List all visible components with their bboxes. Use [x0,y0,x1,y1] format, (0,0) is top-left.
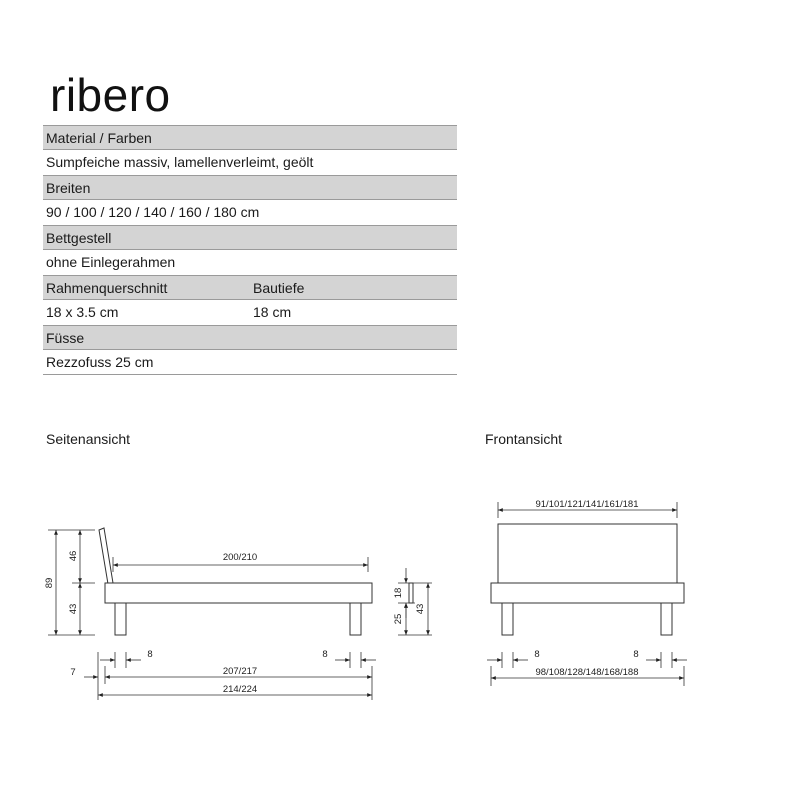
side-profile-drawing [409,583,413,603]
product-title: ribero [50,69,171,121]
side-headboard-shape [99,528,113,584]
front-view-label: Frontansicht [485,431,563,447]
side-dim-profile-leg: 25 [393,613,404,625]
side-dim-leg-inset-left: 8 [147,649,153,660]
breiten-value: 90 / 100 / 120 / 140 / 160 / 180 cm [46,204,260,220]
fuesse-value: Rezzofuss 25 cm [46,354,154,370]
side-dim-profile-total: 43 [415,603,426,615]
side-dim-leg-inset-right: 8 [322,649,328,660]
material-label: Material / Farben [46,130,152,146]
side-frame-shape [105,583,372,603]
bettgestell-label: Bettgestell [46,230,112,246]
bettgestell-value: ohne Einlegerahmen [46,254,176,270]
side-dim-headboard-height: 46 [68,550,79,562]
rahmen-value: 18 x 3.5 cm [46,304,119,320]
side-leg-right [350,603,361,635]
side-view-drawing [99,528,372,635]
side-dim-total-length: 214/224 [222,684,258,695]
front-dim-leg-inset-left: 8 [534,649,540,660]
fuesse-label: Füsse [46,330,85,346]
front-frame-shape [491,583,684,603]
breiten-label: Breiten [46,180,91,196]
material-value: Sumpfeiche massiv, lamellenverleimt, geölt [46,154,314,170]
side-dim-frame-height: 43 [68,603,79,615]
side-dims-vertical [48,530,95,635]
front-dim-headboard-width: 91/101/121/141/161/181 [535,499,639,510]
bautiefe-label: Bautiefe [253,280,305,296]
side-view-label: Seitenansicht [46,431,131,447]
front-dim-total-width: 98/108/128/148/168/188 [535,667,639,678]
front-headboard-shape [498,524,677,583]
side-dim-offset: 7 [70,667,76,678]
side-leg-left [115,603,126,635]
front-view-drawing [491,524,684,635]
front-leg-right [661,603,672,635]
bautiefe-value: 18 cm [253,304,292,320]
side-dim-frame-length: 207/217 [222,666,258,677]
side-dim-inner-length: 200/210 [222,552,258,563]
front-leg-left [502,603,513,635]
side-dim-total-height: 89 [44,577,55,589]
front-dim-leg-inset-right: 8 [633,649,639,660]
rahmen-label: Rahmenquerschnitt [46,280,168,296]
side-dim-profile-frame: 18 [393,587,404,599]
